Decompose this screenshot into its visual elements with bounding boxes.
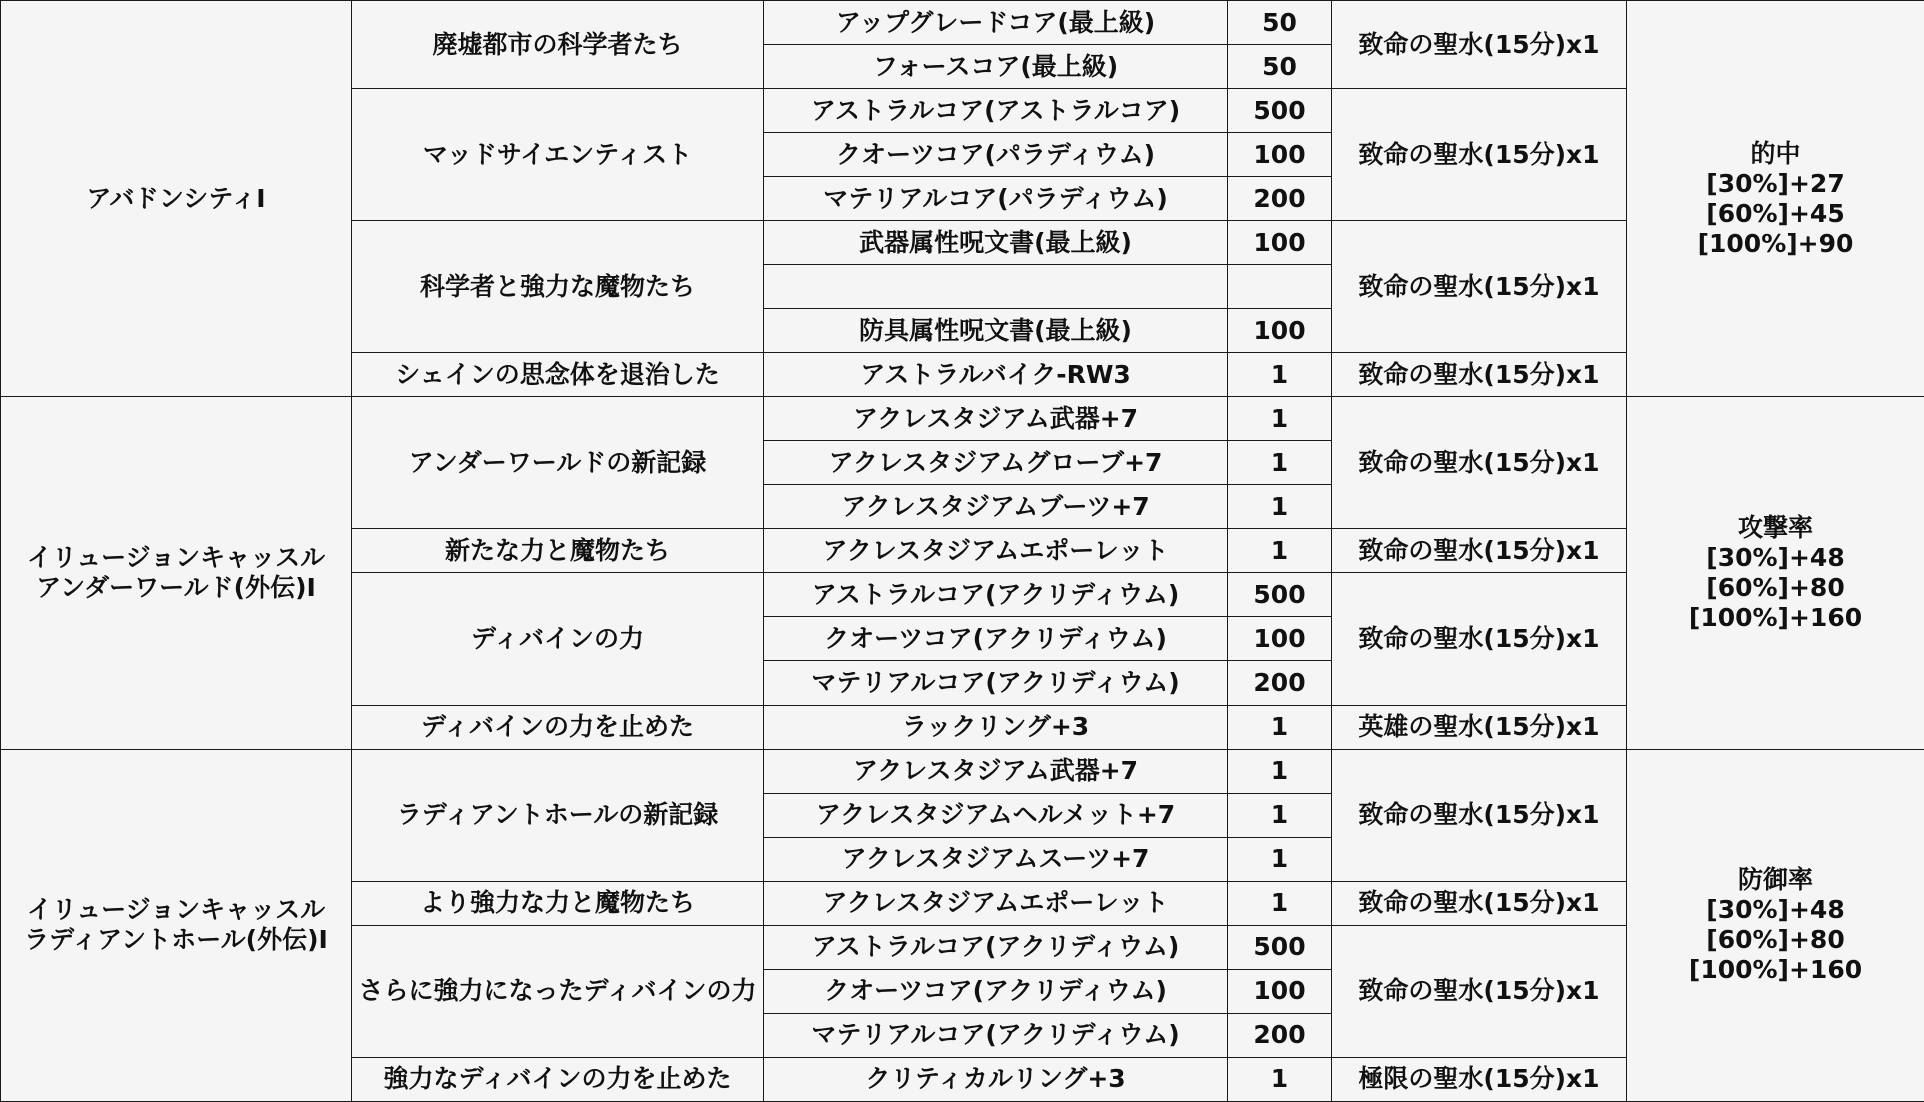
quest-name-cell: シェインの思念体を退治した <box>352 353 764 397</box>
area-name-line: ラディアントホール(外伝)Ⅰ <box>24 925 328 955</box>
quantity-cell: 100 <box>1228 617 1332 661</box>
reward-item-cell: ラックリング+3 <box>764 705 1228 749</box>
quest-name-cell: より強力な力と魔物たち <box>352 881 764 925</box>
clear-reward-cell: 致命の聖水(15分)x1 <box>1332 881 1627 925</box>
quest-name-cell: ディバインの力 <box>352 573 764 705</box>
reward-item-cell: アップグレードコア(最上級) <box>764 1 1228 45</box>
quest-name-cell: さらに強力になったディバインの力 <box>352 925 764 1057</box>
reward-item-cell: クリティカルリング+3 <box>764 1057 1228 1101</box>
bonus-stat-name: 的中 <box>1750 138 1801 168</box>
quantity-cell: 1 <box>1228 793 1332 837</box>
bonus-tier: [30%]+27 <box>1706 168 1845 198</box>
table-row <box>1 397 1924 441</box>
bonus-tier: [60%]+45 <box>1706 198 1845 228</box>
bonus-tier: [60%]+80 <box>1706 925 1845 955</box>
clear-reward-cell: 極限の聖水(15分)x1 <box>1332 1057 1627 1101</box>
quantity-cell: 50 <box>1228 45 1332 89</box>
reward-item-cell: 防具属性呪文書(最上級) <box>764 309 1228 353</box>
completion-bonus-cell <box>1627 749 1924 1101</box>
quantity-cell: 1 <box>1228 441 1332 485</box>
reward-item-cell <box>764 265 1228 309</box>
clear-reward-cell: 致命の聖水(15分)x1 <box>1332 1 1627 89</box>
quest-name-cell: 新たな力と魔物たち <box>352 529 764 573</box>
reward-item-cell: アクレスタジアムエポーレット <box>764 881 1228 925</box>
reward-item-cell: 武器属性呪文書(最上級) <box>764 221 1228 265</box>
quantity-cell: 50 <box>1228 1 1332 45</box>
quest-name-cell: 科学者と強力な魔物たち <box>352 221 764 353</box>
reward-item-cell: クオーツコア(アクリディウム) <box>764 969 1228 1013</box>
clear-reward-cell: 致命の聖水(15分)x1 <box>1332 529 1627 573</box>
completion-bonus-cell <box>1627 1 1924 397</box>
bonus-stat-name: 攻撃率 <box>1737 512 1813 542</box>
quantity-cell: 1 <box>1228 881 1332 925</box>
completion-bonus-cell <box>1627 397 1924 749</box>
reward-item-cell: アクレスタジアムグローブ+7 <box>764 441 1228 485</box>
quest-name-cell: アンダーワールドの新記録 <box>352 397 764 529</box>
quantity-cell: 1 <box>1228 529 1332 573</box>
area-name-cell <box>1 749 352 1101</box>
area-name-line: イリュージョンキャッスル <box>26 895 326 925</box>
reward-item-cell: アストラルコア(アクリディウム) <box>764 573 1228 617</box>
bonus-tier: [30%]+48 <box>1706 542 1845 572</box>
area-name-cell <box>1 1 352 397</box>
reward-item-cell: アストラルコア(アクリディウム) <box>764 925 1228 969</box>
quest-name-cell: ラディアントホールの新記録 <box>352 749 764 881</box>
quantity-cell: 200 <box>1228 177 1332 221</box>
bonus-tier: [100%]+90 <box>1697 228 1854 258</box>
reward-item-cell: アクレスタジアム武器+7 <box>764 397 1228 441</box>
table-body <box>1 1 1924 1102</box>
quantity-cell: 100 <box>1228 309 1332 353</box>
quantity-cell: 500 <box>1228 925 1332 969</box>
clear-reward-cell: 致命の聖水(15分)x1 <box>1332 925 1627 1057</box>
reward-item-cell: アクレスタジアム武器+7 <box>764 749 1228 793</box>
bonus-tier: [100%]+160 <box>1688 955 1863 985</box>
quantity-cell: 1 <box>1228 1057 1332 1101</box>
quantity-cell: 1 <box>1228 705 1332 749</box>
quantity-cell: 200 <box>1228 661 1332 705</box>
area-name-line: イリュージョンキャッスル <box>26 542 326 572</box>
quantity-cell: 1 <box>1228 485 1332 529</box>
quest-name-cell: 強力なディバインの力を止めた <box>352 1057 764 1101</box>
area-name-line: アンダーワールド(外伝)Ⅰ <box>36 572 316 602</box>
quest-name-cell: ディバインの力を止めた <box>352 705 764 749</box>
table-row <box>1 749 1924 793</box>
bonus-tier: [30%]+48 <box>1706 895 1845 925</box>
bonus-tier: [60%]+80 <box>1706 572 1845 602</box>
reward-item-cell: クオーツコア(パラディウム) <box>764 133 1228 177</box>
clear-reward-cell: 致命の聖水(15分)x1 <box>1332 397 1627 529</box>
table-row <box>1 1 1924 45</box>
reward-item-cell: クオーツコア(アクリディウム) <box>764 617 1228 661</box>
clear-reward-cell: 致命の聖水(15分)x1 <box>1332 89 1627 221</box>
reward-item-cell: アクレスタジアムエポーレット <box>764 529 1228 573</box>
reward-item-cell: アクレスタジアムヘルメット+7 <box>764 793 1228 837</box>
quantity-cell: 1 <box>1228 397 1332 441</box>
clear-reward-cell: 英雄の聖水(15分)x1 <box>1332 705 1627 749</box>
reward-item-cell: マテリアルコア(アクリディウム) <box>764 661 1228 705</box>
clear-reward-cell: 致命の聖水(15分)x1 <box>1332 353 1627 397</box>
quantity-cell: 100 <box>1228 221 1332 265</box>
reward-item-cell: アクレスタジアムブーツ+7 <box>764 485 1228 529</box>
reward-item-cell: アストラルバイク-RW3 <box>764 353 1228 397</box>
quantity-cell: 200 <box>1228 1013 1332 1057</box>
quest-name-cell: マッドサイエンティスト <box>352 89 764 221</box>
clear-reward-cell: 致命の聖水(15分)x1 <box>1332 221 1627 353</box>
quantity-cell: 500 <box>1228 89 1332 133</box>
bonus-tier: [100%]+160 <box>1688 602 1863 632</box>
reward-item-cell: マテリアルコア(アクリディウム) <box>764 1013 1228 1057</box>
area-name-cell <box>1 397 352 749</box>
quantity-cell: 1 <box>1228 837 1332 881</box>
quantity-cell: 100 <box>1228 969 1332 1013</box>
area-name-line: アバドンシティⅠ <box>86 183 266 213</box>
bonus-stat-name: 防御率 <box>1737 865 1813 895</box>
reward-item-cell: アクレスタジアムスーツ+7 <box>764 837 1228 881</box>
quantity-cell: 1 <box>1228 749 1332 793</box>
quantity-cell <box>1228 265 1332 309</box>
quantity-cell: 1 <box>1228 353 1332 397</box>
clear-reward-cell: 致命の聖水(15分)x1 <box>1332 749 1627 881</box>
quantity-cell: 100 <box>1228 133 1332 177</box>
reward-item-cell: アストラルコア(アストラルコア) <box>764 89 1228 133</box>
quantity-cell: 500 <box>1228 573 1332 617</box>
clear-reward-cell: 致命の聖水(15分)x1 <box>1332 573 1627 705</box>
quest-name-cell: 廃墟都市の科学者たち <box>352 1 764 89</box>
reward-item-cell: マテリアルコア(パラディウム) <box>764 177 1228 221</box>
reward-item-cell: フォースコア(最上級) <box>764 45 1228 89</box>
